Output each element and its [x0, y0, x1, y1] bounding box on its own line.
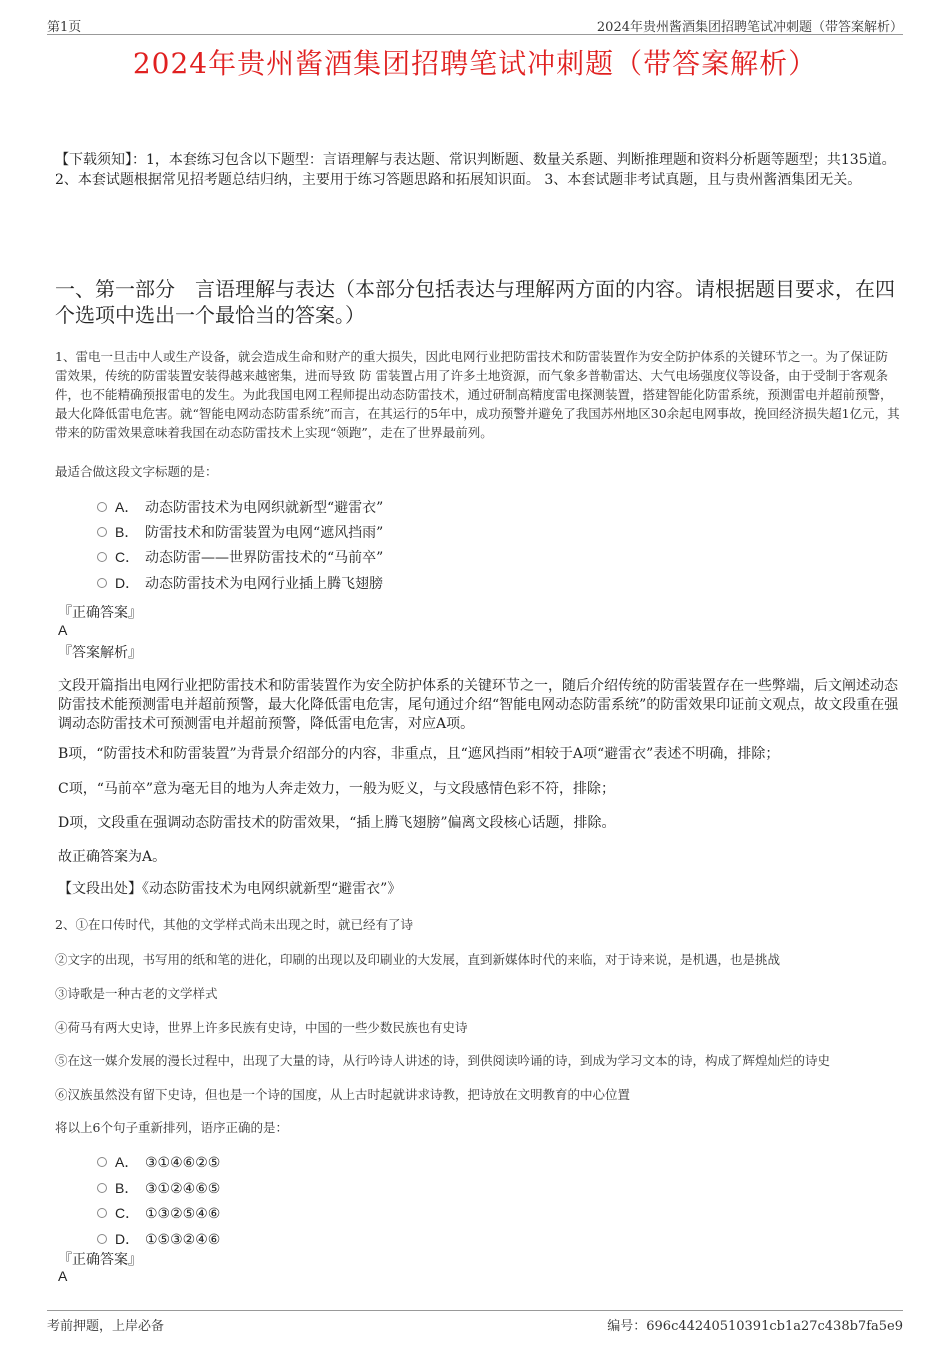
question-1-option-d[interactable]: D． 动态防雷技术为电网行业插上腾飞翅膀: [97, 573, 383, 593]
section-title: 一、第一部分 言语理解与表达（本部分包括表达与理解两方面的内容。请根据题目要求，在四个选项中选出一个最恰当的答案。）: [55, 277, 895, 327]
question-2-line-1: 2、①在口传时代，其他的文学样式尚未出现之时，就已经有了诗: [55, 917, 413, 932]
question-1-option-a[interactable]: A． 动态防雷技术为电网织就新型“避雷衣”: [97, 497, 383, 517]
page-footer: [47, 1310, 903, 1333]
question-2-option-a[interactable]: A． ③①④⑥②⑤: [97, 1152, 220, 1172]
question-2-line-4: ④荷马有两大史诗，世界上许多民族有史诗，中国的一些少数民族也有史诗: [55, 1020, 468, 1035]
question-1-option-b[interactable]: B． 防雷技术和防雷装置为电网“遮风挡雨”: [97, 522, 383, 542]
question-1-option-c[interactable]: C． 动态防雷——世界防雷技术的“马前卒”: [97, 547, 383, 567]
question-2-option-d[interactable]: D． ①⑤③②④⑥: [97, 1229, 220, 1249]
header-doc-title: 2024年贵州酱酒集团招聘笔试冲刺题（带答案解析）: [596, 20, 903, 35]
question-2-line-5: ⑤在这一媒介发展的漫长过程中，出现了大量的诗，从行吟诗人讲述的诗，到供阅读吟诵的诗，到成为学习文本的诗，构成了辉煌灿烂的诗史: [55, 1053, 831, 1068]
question-1-answer: A: [58, 622, 68, 638]
radio-icon[interactable]: [97, 578, 107, 588]
question-1-stem: 1、雷电一旦击中人或生产设备，就会造成生命和财产的重大损失，因此电网行业把防雷技术和防雷装置作为安全防护体系的关键环节之一。为了保证防雷效果，传统的防雷装置安装得越来越密集，进而导致 防 雷装置占用了许多土地资源，而气象多普勒雷达、大气电场强度仪等设备，由于受制于客观条件，也不能精确预报雷电的发生。为此我国电网工程师提出动态防雷技术，通过研制高精度雷电探测装置，搭建智能化防雷系统，预测雷电并超前预警，最大化降低雷电危害。就“智能电网动态防雷系统”而言，在其运行的5年中，成功预警并避免了我国苏州地区30余起电网事故，挽回经济损失超1亿元，其带来的防雷效果意味着我国在动态防雷技术上实现“领跑”，走在了世界最前列。: [55, 349, 900, 440]
question-1-analysis-c: C项，“马前卒”意为毫无目的地为人奔走效力，一般为贬义，与文段感情色彩不符，排除；: [58, 781, 616, 797]
question-2-line-2: ②文字的出现，书写用的纸和笔的进化，印刷的出现以及印刷业的大发展，直到新媒体时代的来临，对于诗来说，是机遇，也是挑战: [55, 952, 781, 967]
question-2-option-c[interactable]: C． ①③②⑤④⑥: [97, 1203, 220, 1223]
radio-icon[interactable]: [97, 552, 107, 562]
footer-code: 编号：696c44240510391cb1a27c438b7fa5e9: [607, 1319, 903, 1334]
question-1-source: 【文段出处】《动态防雷技术为电网织就新型“避雷衣”》: [58, 881, 402, 897]
radio-icon[interactable]: [97, 1208, 107, 1218]
download-notice: 【下载须知】：1，本套练习包含以下题型：言语理解与表达题、常识判断题、数量关系题、判断推理题和资料分析题等题型；共135道。 2、本套试题根据常见招考题总结归纳，主要用于练习答题思路和拓展知识面。 3、本套试题非考试真题，且与贵州酱酒集团无关。: [55, 152, 896, 188]
question-1-analysis-b: B项，“防雷技术和防雷装置”为背景介绍部分的内容，非重点，且“遮风挡雨”相较于A项“避雷衣”表述不明确，排除；: [58, 746, 780, 762]
question-1-prompt: 最适合做这段文字标题的是：: [55, 464, 218, 479]
page-number: 第1页: [47, 20, 82, 35]
radio-icon[interactable]: [97, 1183, 107, 1193]
radio-icon[interactable]: [97, 1157, 107, 1167]
radio-icon[interactable]: [97, 502, 107, 512]
question-2-option-b[interactable]: B． ③①②④⑥⑤: [97, 1178, 220, 1198]
question-2-answer: A: [58, 1268, 68, 1284]
footer-slogan: 考前押题，上岸必备: [47, 1319, 165, 1334]
radio-icon[interactable]: [97, 527, 107, 537]
question-1-analysis-label: 『答案解析』: [58, 645, 142, 661]
question-2-answer-label: 『正确答案』: [58, 1252, 142, 1268]
question-1-answer-label: 『正确答案』: [58, 605, 142, 621]
question-2-line-6: ⑥汉族虽然没有留下史诗，但也是一个诗的国度，从上古时起就讲求诗教，把诗放在文明教育的中心位置: [55, 1087, 631, 1102]
document-title: 2024年贵州酱酒集团招聘笔试冲刺题（带答案解析）: [132, 47, 818, 80]
question-2-prompt: 将以上6个句子重新排列，语序正确的是：: [55, 1120, 288, 1135]
radio-icon[interactable]: [97, 1234, 107, 1244]
question-2-line-3: ③诗歌是一种古老的文学样式: [55, 986, 218, 1001]
question-1-analysis-d: D项，文段重在强调动态防雷技术的防雷效果，“插上腾飞翅膀”偏离文段核心话题，排除。: [58, 815, 616, 831]
question-1-analysis-conclusion: 故正确答案为A。: [58, 849, 167, 865]
page-header: [47, 14, 903, 35]
question-1-analysis-main: 文段开篇指出电网行业把防雷技术和防雷装置作为安全防护体系的关键环节之一，随后介绍传统的防雷装置存在一些弊端，后文阐述动态防雷技术能预测雷电并超前预警，最大化降低雷电危害，尾句通过介绍“智能电网动态防雷系统”的防雷效果印证前文观点，故文段重在强调动态防雷技术可预测雷电并超前预警，降低雷电危害，对应A项。: [58, 678, 899, 732]
